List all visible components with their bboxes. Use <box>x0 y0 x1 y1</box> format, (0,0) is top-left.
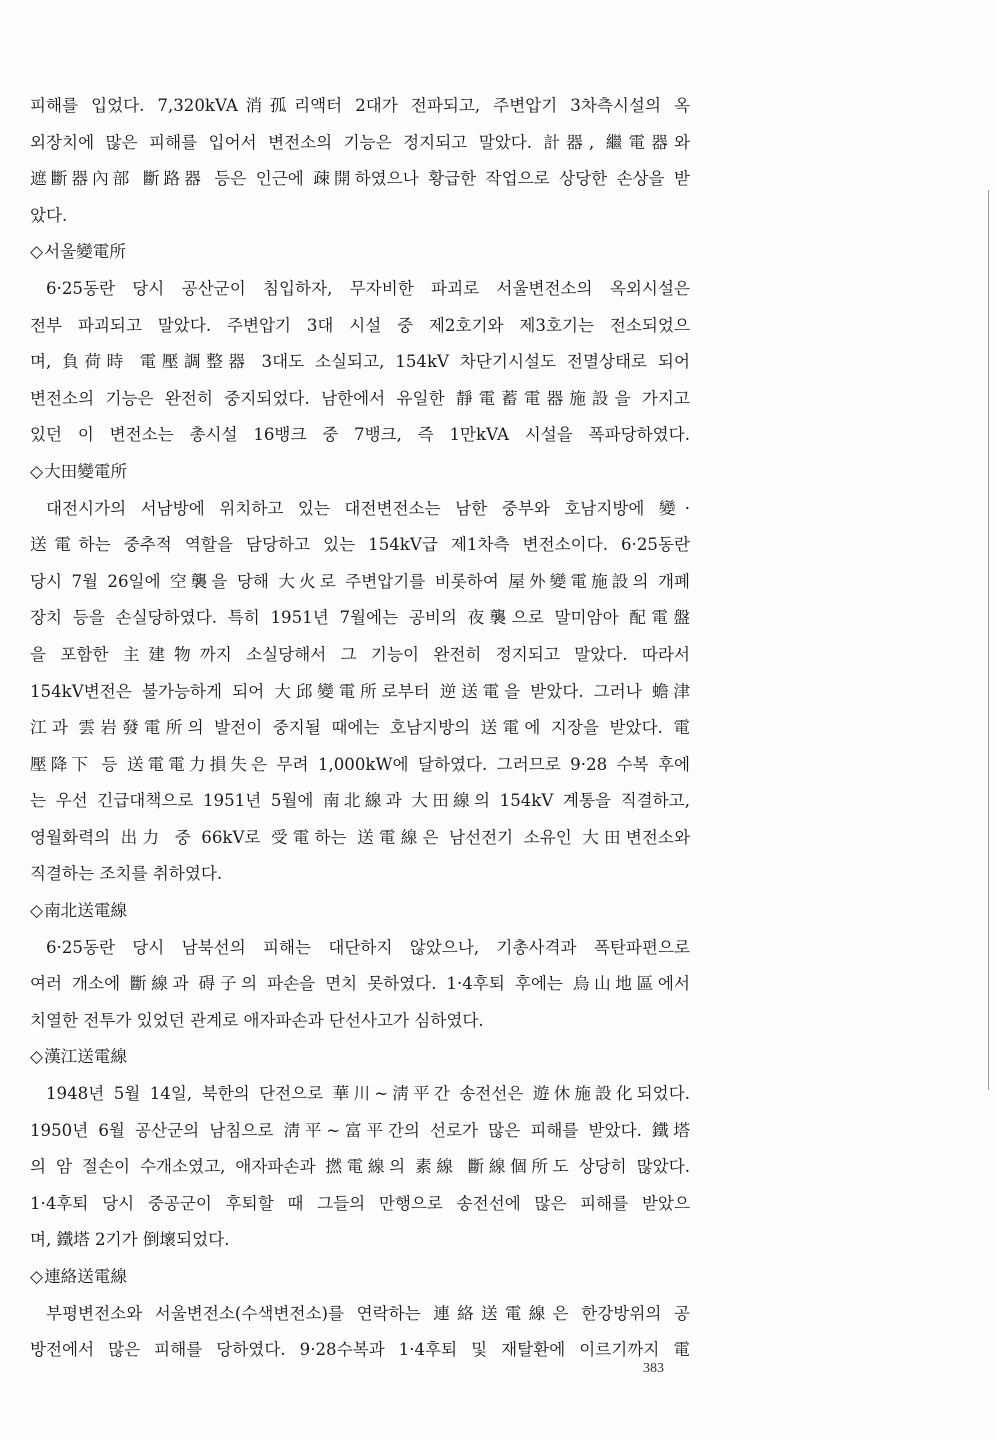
body-line: 江과 雲岩發電所의 발전이 중지될 때에는 호남지방의 送電에 지장을 받았다. 電 <box>30 718 690 738</box>
body-line: 6·25동란 당시 남북선의 피해는 대단하지 않았으나, 기총사격과 폭탄파편으로 <box>46 937 690 957</box>
section-heading-text: 漢江送電線 <box>44 1047 128 1067</box>
section-heading-text: 連絡送電線 <box>44 1267 128 1286</box>
section-heading-nambuk-line <box>30 893 690 930</box>
body-line: 1948년 5월 14일, 북한의 단전으로 華川~淸平간 송전선은 遊休施設化되었다. <box>46 1084 690 1104</box>
body-line: 의 암 절손이 수개소였고, 애자파손과 撚電線의 素線 斷線個所도 상당히 많았다. <box>30 1157 690 1177</box>
body-line: 1·4후퇴 당시 중공군이 후퇴할 때 그들의 만행으로 송전선에 많은 피해를 받았으 <box>30 1193 690 1213</box>
body-line: 대전시가의 서남방에 위치하고 있는 대전변전소는 남한 중부와 호남지방에 變· <box>46 498 690 518</box>
body-line: 1950년 6월 공산군의 남침으로 淸平~富平간의 선로가 많은 피해를 받았다. 鐵塔 <box>30 1120 690 1140</box>
section-heading-daejeon-substation <box>30 454 690 491</box>
section-heading-liaison-line <box>30 1259 690 1296</box>
body-line: 154kV변전은 불가능하게 되어 大邱變電所로부터 逆送電을 받았다. 그러나 蟾津 <box>30 681 690 701</box>
body-line: 6·25동란 당시 공산군이 침입하자, 무자비한 파괴로 서울변전소의 옥외시설은 <box>46 278 690 298</box>
body-line: 을 포함한 主建物까지 소실당해서 그 기능이 완전히 정지되고 말았다. 따라서 <box>30 644 690 664</box>
body-line: 는 우선 긴급대책으로 1951년 5월에 南北線과 大田線의 154kV 계통을 직결하고, <box>30 791 690 811</box>
body-line: 방전에서 많은 피해를 당하였다. 9·28수복과 1·4후퇴 및 재탈환에 이르기까지 電 <box>30 1340 690 1360</box>
diamond-bullet-icon: ◇ <box>30 1267 44 1287</box>
section-heading-hangang-line <box>30 1039 690 1076</box>
body-line: 여러 개소에 斷線과 碍子의 파손을 면치 못하였다. 1·4후퇴 후에는 烏山地區에서 <box>30 974 690 994</box>
page-edge-rule <box>988 190 989 1090</box>
body-line: 외장치에 많은 피해를 입어서 변전소의 기능은 정지되고 말았다. 計器, 繼電器와 <box>30 132 690 152</box>
body-line: 며, 鐵塔 2기가 倒壞되었다. <box>30 1230 230 1250</box>
section-heading-seoul-substation <box>30 234 690 271</box>
body-line: 며, 負荷時 電壓調整器 3대도 소실되고, 154kV 차단기시설도 전멸상태로 되어 <box>30 352 690 372</box>
body-line: 장치 등을 손실당하였다. 특히 1951년 7월에는 공비의 夜襲으로 말미암아 配電盤 <box>30 608 690 628</box>
body-line: 변전소의 기능은 완전히 중지되었다. 남한에서 유일한 靜電蓄電器施設을 가지고 <box>30 388 690 408</box>
body-line: 당시 7월 26일에 空襲을 당해 大火로 주변압기를 비롯하여 屋外變電施設의 개폐 <box>30 571 690 591</box>
body-line: 遮斷器內部 斷路器 등은 인근에 疎開하였으나 황급한 작업으로 상당한 손상을 받 <box>30 169 690 189</box>
page-number: 383 <box>643 1361 664 1376</box>
section-heading-text: 大田變電所 <box>44 461 128 481</box>
body-line: 부평변전소와 서울변전소(수색변전소)를 연락하는 連絡送電線은 한강방위의 공 <box>46 1303 690 1323</box>
body-line: 있던 이 변전소는 총시설 16뱅크 중 7뱅크, 즉 1만kVA 시설을 폭파당하였다. <box>30 425 690 445</box>
diamond-bullet-icon: ◇ <box>30 901 44 922</box>
text-body <box>30 88 690 1369</box>
body-line: 전부 파괴되고 말았다. 주변압기 3대 시설 중 제2호기와 제3호기는 전소되었으 <box>30 315 690 335</box>
diamond-bullet-icon: ◇ <box>30 242 44 263</box>
body-line: 피해를 입었다. 7,320kVA消孤리액터 2대가 전파되고, 주변압기 3차측시설의 옥 <box>30 96 690 115</box>
diamond-bullet-icon: ◇ <box>30 461 44 482</box>
body-line: 치열한 전투가 있었던 관계로 애자파손과 단선사고가 심하였다. <box>30 1010 484 1030</box>
diamond-bullet-icon: ◇ <box>30 1047 44 1068</box>
body-line: 영월화력의 出力 중 66kV로 受電하는 送電線은 남선전기 소유인 大田변전소와 <box>30 827 690 847</box>
body-line: 壓降下 등 送電電力損失은 무려 1,000kW에 달하였다. 그러므로 9·28 수복 후에 <box>30 754 690 774</box>
body-line: 직결하는 조치를 취하였다. <box>30 864 223 884</box>
section-heading-text: 서울變電所 <box>44 242 126 262</box>
body-line: 送電하는 중추적 역할을 담당하고 있는 154kV급 제1차측 변전소이다. 6·25동란 <box>30 535 690 555</box>
body-line: 았다. <box>30 205 68 225</box>
section-heading-text: 南北送電線 <box>44 901 128 921</box>
